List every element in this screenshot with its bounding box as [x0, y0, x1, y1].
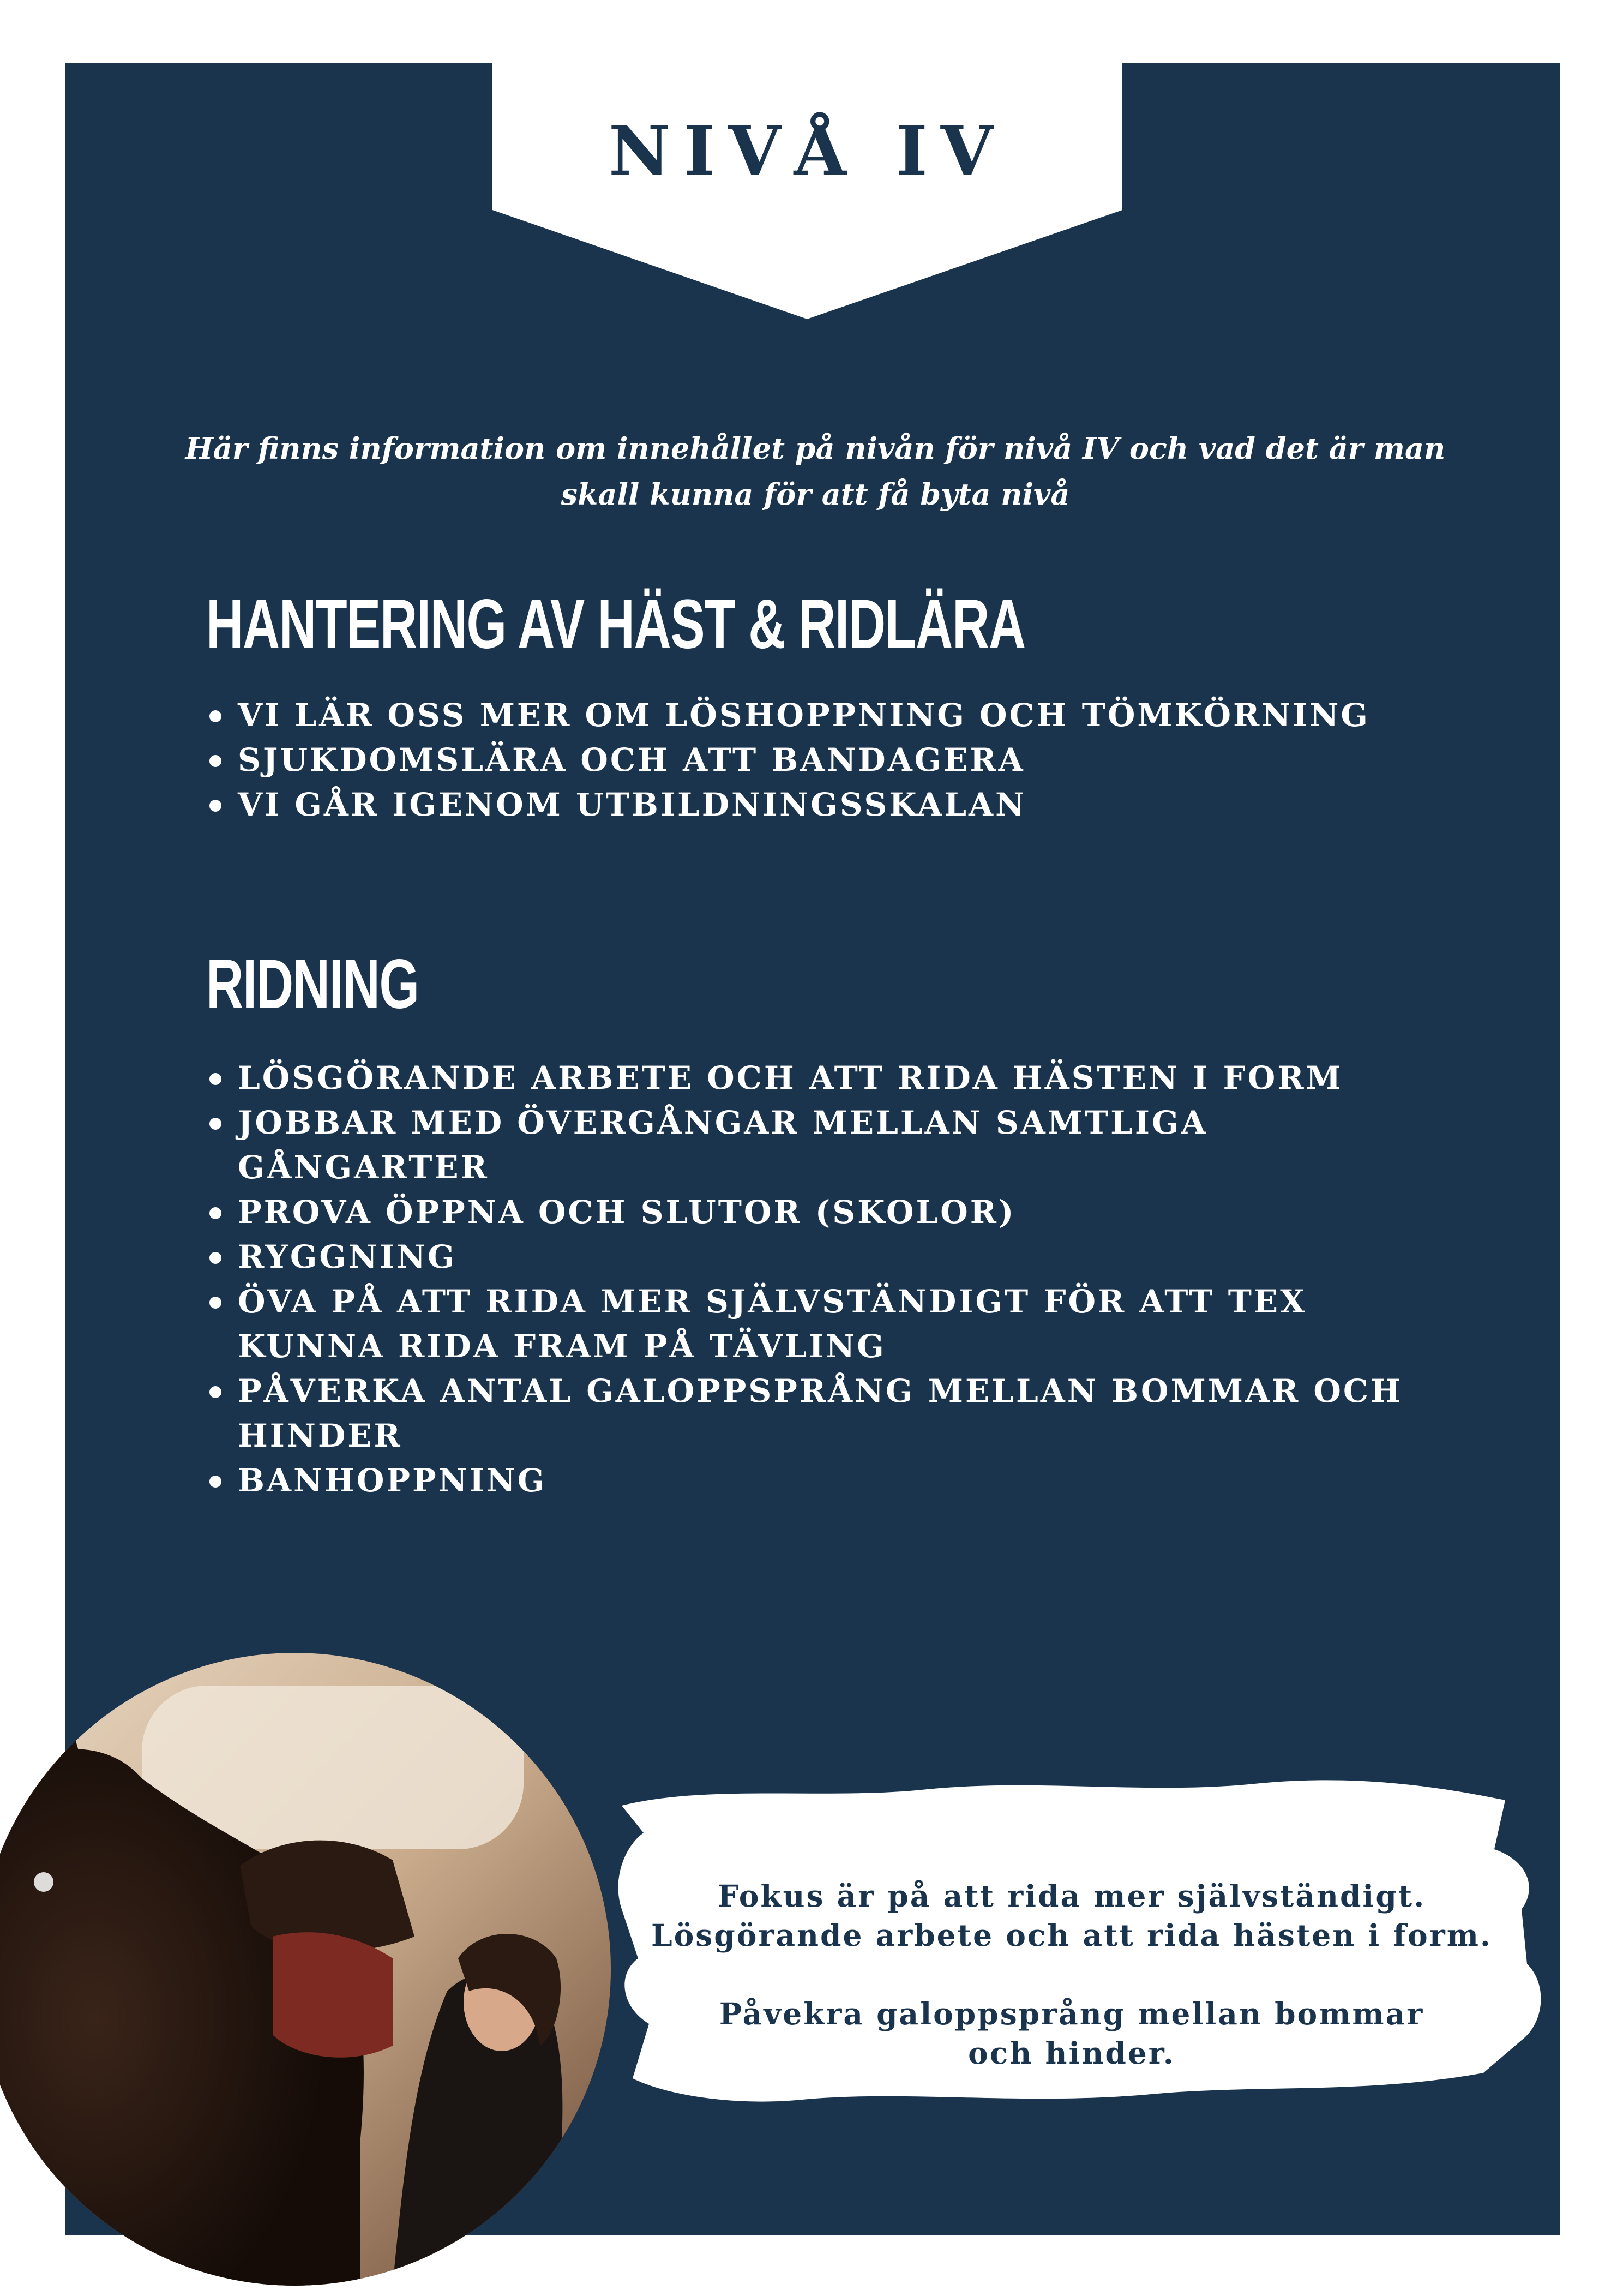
bullet-icon [209, 1297, 221, 1309]
list-item: RYGGNING [206, 1234, 1406, 1279]
bullet-icon [209, 1073, 221, 1085]
focus-note [644, 1877, 1500, 2073]
note-line-2: Lösgörande arbete och att rida hästen i form. [651, 1917, 1493, 1953]
bullet-icon [209, 1386, 221, 1398]
bullet-icon [209, 800, 221, 812]
section-heading-handling: HANTERING AV HÄST & RIDLÄRA [206, 585, 1025, 663]
intro-line-1: Här finns information om innehållet på nivån för nivå IV och vad det är man [185, 431, 1446, 466]
list-item: SJUKDOMSLÄRA OCH ATT BANDAGERA [206, 738, 1406, 782]
list-item: VI LÄR OSS MER OM LÖSHOPPNING OCH TÖMKÖRNING [206, 693, 1406, 738]
note-line-4: och hinder. [968, 2035, 1175, 2071]
bullet-icon [209, 710, 221, 722]
list-item: BANHOPPNING [206, 1458, 1406, 1503]
bullet-icon [209, 1252, 221, 1264]
list-item: PROVA ÖPPNA OCH SLUTOR (SKOLOR) [206, 1190, 1406, 1234]
intro-text [180, 425, 1451, 517]
bullet-icon [209, 1476, 221, 1488]
bullet-icon [209, 1207, 221, 1219]
riding-list [206, 1056, 1406, 1503]
note-line-1: Fokus är på att rida mer självständigt. [717, 1878, 1426, 1914]
list-item: LÖSGÖRANDE ARBETE OCH ATT RIDA HÄSTEN I FORM [206, 1056, 1406, 1100]
note-line-3: Påvekra galoppsprång mellan bommar [719, 1996, 1424, 2031]
horse-and-rider-photo [0, 1653, 611, 2286]
list-item: JOBBAR MED ÖVERGÅNGAR MELLAN SAMTLIGA GÅNGARTER [206, 1100, 1406, 1190]
intro-line-2: skall kunna för att få byta nivå [561, 477, 1070, 512]
note-spacer [644, 1955, 1500, 1994]
list-item: PÅVERKA ANTAL GALOPPSPRÅNG MELLAN BOMMAR OCH HINDER [206, 1369, 1406, 1458]
section-heading-riding: RIDNING [206, 945, 419, 1023]
handling-list [206, 693, 1406, 827]
bullet-icon [209, 755, 221, 767]
list-item: ÖVA PÅ ATT RIDA MER SJÄLVSTÄNDIGT FÖR ATT TEX KUNNA RIDA FRAM PÅ TÄVLING [206, 1279, 1406, 1369]
list-item: VI GÅR IGENOM UTBILDNINGSSKALAN [206, 782, 1406, 827]
bullet-icon [209, 1118, 221, 1130]
page-title: NIVÅ IV [608, 112, 1007, 191]
